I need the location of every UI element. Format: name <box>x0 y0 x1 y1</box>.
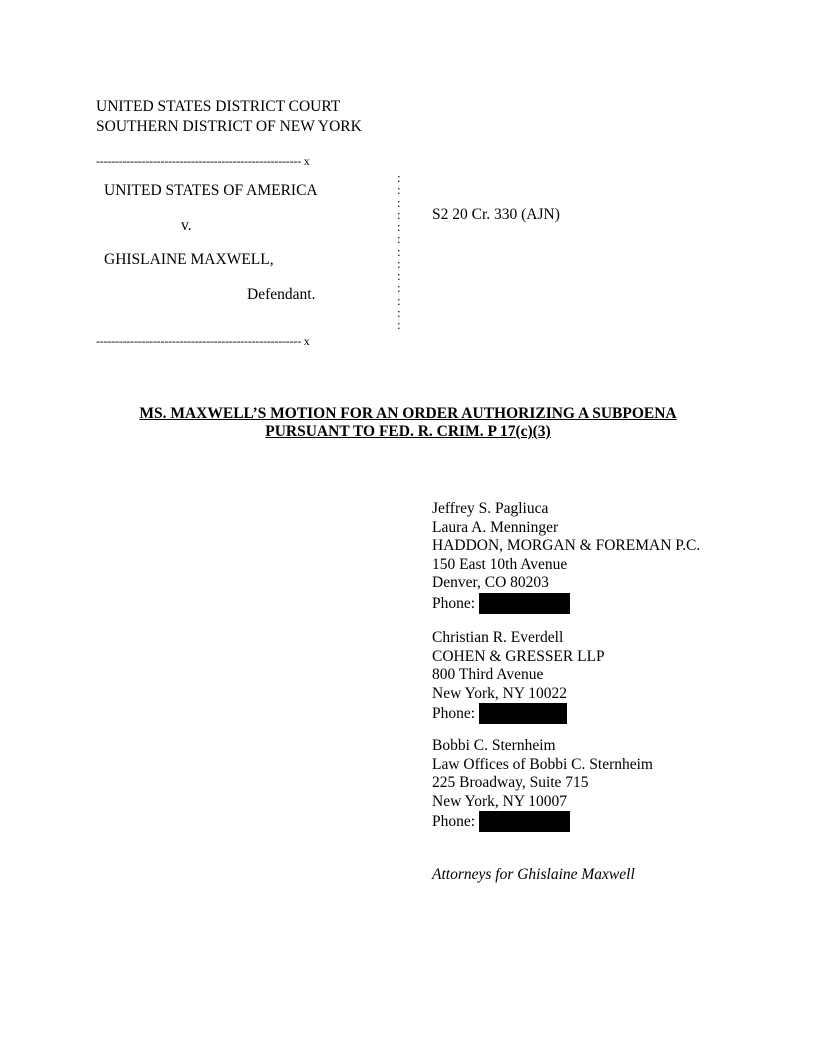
document-title-line-2: PURSUANT TO FED. R. CRIM. P 17(c)(3) <box>265 423 551 440</box>
case-number: S2 20 Cr. 330 (AJN) <box>432 206 560 223</box>
court-heading <box>96 97 362 137</box>
phone-redaction-box <box>479 703 567 724</box>
attorneys-for-line: Attorneys for Ghislaine Maxwell <box>432 866 635 883</box>
firm-name: Law Offices of Bobbi C. Sternheim <box>432 755 653 773</box>
counsel-block-haddon <box>432 500 700 614</box>
court-name: UNITED STATES DISTRICT COURT <box>96 98 341 115</box>
caption-bottom-rule: ------------------------------------------------------ x <box>96 334 310 348</box>
phone-label: Phone: <box>432 594 476 612</box>
caption-colon-column: : : : : : : : : : : : : : <box>397 170 401 332</box>
attorney-name: Jeffrey S. Pagliuca <box>432 500 549 517</box>
attorney-name: Laura A. Menninger <box>432 518 559 536</box>
phone-line <box>432 811 653 832</box>
attorney-name: Christian R. Everdell <box>432 629 564 646</box>
phone-line <box>432 593 700 614</box>
plaintiff-name: UNITED STATES OF AMERICA <box>104 182 318 199</box>
phone-label: Phone: <box>432 813 476 830</box>
firm-city: New York, NY 10022 <box>432 684 568 702</box>
firm-address: 800 Third Avenue <box>432 666 544 683</box>
firm-address: 225 Broadway, Suite 715 <box>432 774 589 791</box>
versus-label: v. <box>181 217 192 234</box>
attorney-name: Bobbi C. Sternheim <box>432 737 556 754</box>
firm-city: Denver, CO 80203 <box>432 574 549 591</box>
phone-label: Phone: <box>432 705 476 722</box>
defendant-role: Defendant. <box>247 286 316 303</box>
firm-city: New York, NY 10007 <box>432 792 568 810</box>
firm-name: HADDON, MORGAN & FOREMAN P.C. <box>432 537 701 554</box>
phone-redaction-box <box>479 593 570 614</box>
caption-top-rule: ------------------------------------------------------ x <box>96 154 310 168</box>
firm-name: COHEN & GRESSER LLP <box>432 647 605 665</box>
court-district: SOUTHERN DISTRICT OF NEW YORK <box>96 118 362 135</box>
counsel-block-cohen <box>432 629 605 724</box>
phone-line <box>432 703 605 724</box>
document-title <box>0 405 816 441</box>
phone-redaction-box <box>479 811 570 832</box>
document-title-line-1: MS. MAXWELL’S MOTION FOR AN ORDER AUTHORIZING A SUBPOENA <box>139 405 677 422</box>
counsel-block-sternheim <box>432 737 653 832</box>
firm-address: 150 East 10th Avenue <box>432 555 568 573</box>
defendant-name: GHISLAINE MAXWELL, <box>104 251 274 268</box>
